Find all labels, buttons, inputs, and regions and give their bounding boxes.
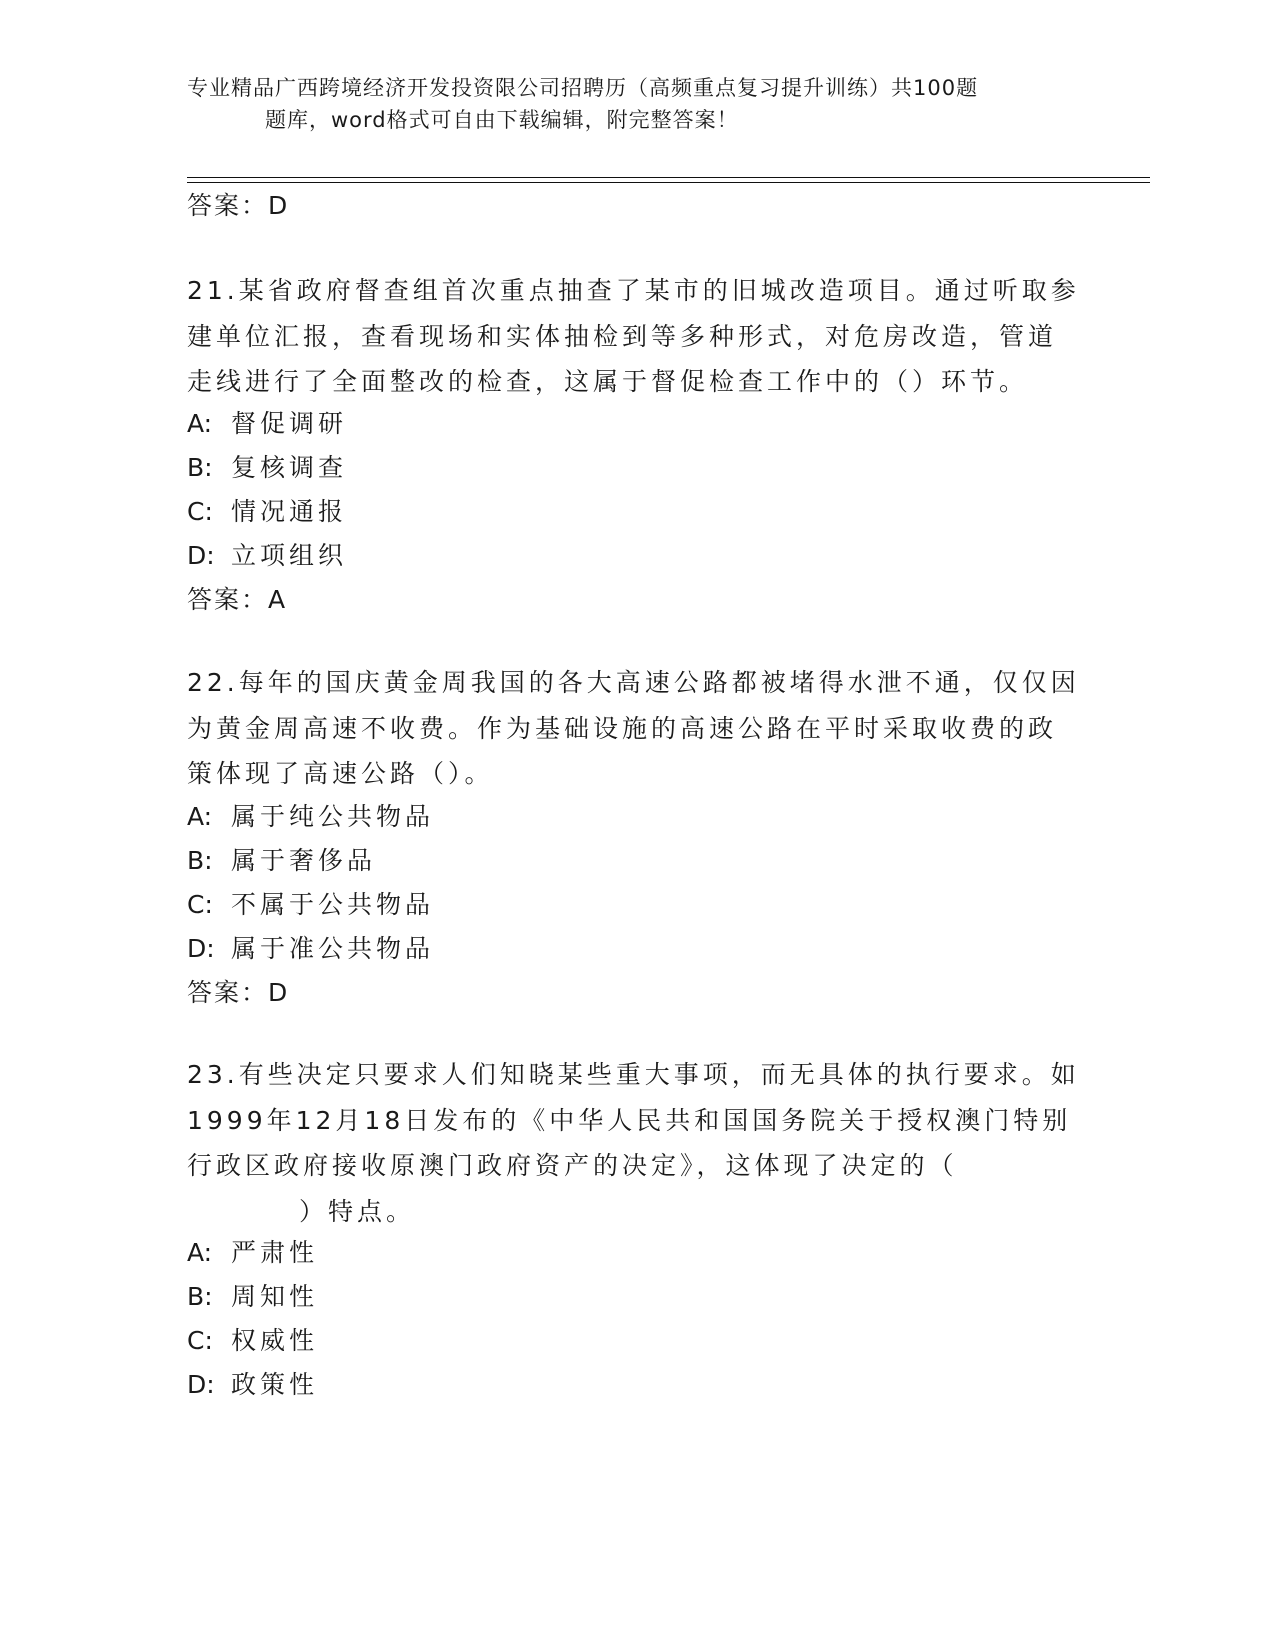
question-text-line: 策体现了高速公路（）。 bbox=[187, 759, 494, 788]
answer-21: 答案：A bbox=[187, 585, 288, 614]
option-d: D: 立项组织 bbox=[187, 541, 348, 570]
option-a: A: 严肃性 bbox=[187, 1238, 319, 1267]
answer-previous: 答案：D bbox=[187, 191, 290, 220]
option-b: B: 复核调查 bbox=[187, 453, 348, 482]
question-text-line: 1999年12月18日发布的《中华人民共和国国务院关于授权澳门特别 bbox=[187, 1105, 1072, 1135]
option-c: C: 权威性 bbox=[187, 1326, 319, 1355]
header-divider-top bbox=[187, 177, 1150, 178]
question-21 bbox=[187, 268, 1087, 405]
option-b: B: 周知性 bbox=[187, 1282, 319, 1311]
question-23 bbox=[187, 1052, 1087, 1234]
question-text-line: ）特点。 bbox=[299, 1196, 416, 1226]
question-22 bbox=[187, 660, 1087, 797]
option-d: D: 属于准公共物品 bbox=[187, 934, 435, 963]
question-text-line: 为黄金周高速不收费。作为基础设施的高速公路在平时采取收费的政 bbox=[187, 713, 1058, 743]
option-a: A: 督促调研 bbox=[187, 409, 348, 438]
page-header bbox=[187, 72, 1087, 136]
question-text-line: 行政区政府接收原澳门政府资产的决定》，这体现了决定的（ bbox=[187, 1151, 958, 1180]
question-text-line: 21.某省政府督查组首次重点抽查了某市的旧城改造项目。通过听取参 bbox=[187, 276, 1080, 305]
header-title-line1: 专业精品广西跨境经济开发投资限公司招聘历（高频重点复习提升训练）共100题 bbox=[187, 76, 979, 100]
option-a: A: 属于纯公共物品 bbox=[187, 802, 435, 831]
question-text-line: 22.每年的国庆黄金周我国的各大高速公路都被堵得水泄不通，仅仅因 bbox=[187, 668, 1080, 697]
header-divider-bottom bbox=[187, 182, 1150, 183]
option-b: B: 属于奢侈品 bbox=[187, 846, 377, 875]
answer-22: 答案：D bbox=[187, 978, 290, 1007]
option-d: D: 政策性 bbox=[187, 1370, 319, 1399]
option-c: C: 不属于公共物品 bbox=[187, 890, 435, 919]
question-text-line: 走线进行了全面整改的检查，这属于督促检查工作中的（）环节。 bbox=[187, 367, 1029, 396]
question-text-line: 建单位汇报，查看现场和实体抽检到等多种形式，对危房改造，管道 bbox=[187, 321, 1058, 351]
header-title-line2: 题库，word格式可自由下载编辑，附完整答案！ bbox=[265, 108, 739, 132]
question-text-line: 23.有些决定只要求人们知晓某些重大事项，而无具体的执行要求。如 bbox=[187, 1060, 1080, 1089]
option-c: C: 情况通报 bbox=[187, 497, 348, 526]
